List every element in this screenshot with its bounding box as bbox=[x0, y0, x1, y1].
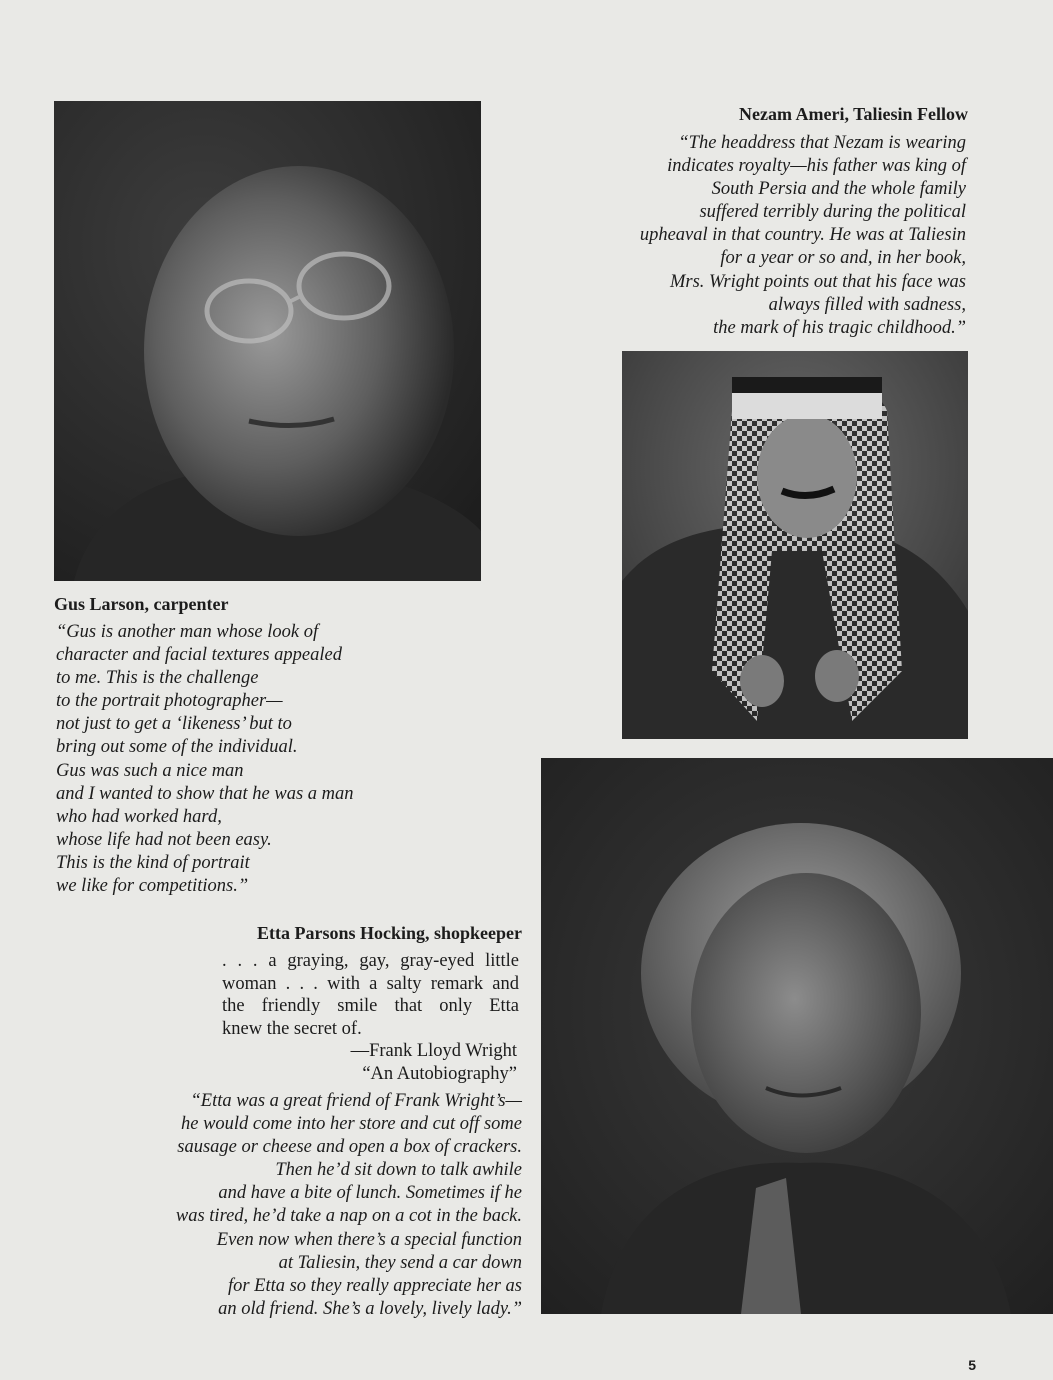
quote-line: who had worked hard, bbox=[56, 806, 222, 827]
excerpt-attribution: —Frank Lloyd Wright bbox=[350, 1041, 517, 1061]
quote-line: suffered terribly during the political bbox=[699, 202, 966, 223]
portrait-photo-gus-larson bbox=[54, 101, 481, 581]
quote-line: “The headdress that Nezam is wearing bbox=[678, 133, 966, 153]
excerpt-line: woman . . . with a salty remark and bbox=[222, 973, 519, 994]
quote-line: This is the kind of portrait bbox=[56, 852, 250, 873]
quote-line: we like for competitions.” bbox=[56, 876, 249, 897]
quote-line: to the portrait photographer— bbox=[56, 691, 283, 712]
quote-line: always filled with sadness, bbox=[768, 294, 966, 315]
quote-line: indicates royalty—his father was king of bbox=[667, 156, 966, 177]
page-number: 5 bbox=[968, 1357, 976, 1373]
quote-line: and I wanted to show that he was a man bbox=[56, 783, 354, 804]
quote-line: for Etta so they really appreciate her as bbox=[227, 1275, 522, 1296]
portrait-photo-nezam-ameri bbox=[622, 351, 968, 739]
quote-line: whose life had not been easy. bbox=[56, 829, 272, 850]
quote-line: Even now when there’s a special function bbox=[216, 1229, 522, 1250]
caption-gus-larson: Gus Larson, carpenter bbox=[54, 594, 229, 614]
quote-line: an old friend. She’s a lovely, lively lady.” bbox=[218, 1298, 522, 1319]
caption-etta-hocking: Etta Parsons Hocking, shopkeeper bbox=[256, 923, 522, 943]
quote-line: he would come into her store and cut off some bbox=[180, 1114, 522, 1135]
quote-line: not just to get a ‘likeness’ but to bbox=[56, 714, 292, 735]
caption-nezam-ameri: Nezam Ameri, Taliesin Fellow bbox=[739, 104, 968, 124]
quote-line: character and facial textures appealed bbox=[56, 645, 342, 666]
quote-line: and have a bite of lunch. Sometimes if he bbox=[218, 1183, 522, 1204]
quote-line: “Gus is another man whose look of bbox=[56, 622, 319, 642]
quote-line: “Etta was a great friend of Frank Wright’s— bbox=[190, 1091, 522, 1111]
excerpt-attribution: “An Autobiography” bbox=[362, 1063, 517, 1084]
excerpt-line: . . . a graying, gay, gray-eyed little bbox=[222, 951, 519, 971]
quote-line: to me. This is the challenge bbox=[56, 668, 259, 689]
excerpt-line: the friendly smile that only Etta bbox=[222, 996, 519, 1016]
quote-line: the mark of his tragic childhood.” bbox=[713, 317, 966, 338]
quote-line: Mrs. Wright points out that his face was bbox=[669, 271, 966, 292]
quote-line: South Persia and the whole family bbox=[711, 179, 966, 200]
quote-line: Gus was such a nice man bbox=[56, 760, 244, 781]
quote-line: bring out some of the individual. bbox=[56, 737, 298, 758]
quote-line: for a year or so and, in her book, bbox=[720, 248, 966, 269]
quote-line: was tired, he’d take a nap on a cot in the back. bbox=[175, 1206, 522, 1227]
quote-nezam-ameri bbox=[640, 132, 966, 340]
excerpt-line: knew the secret of. bbox=[222, 1018, 362, 1039]
quote-line: sausage or cheese and open a box of crackers. bbox=[177, 1137, 522, 1158]
autobiography-excerpt bbox=[222, 950, 519, 1085]
quote-line: at Taliesin, they send a car down bbox=[278, 1252, 522, 1273]
portrait-photo-etta-hocking bbox=[541, 758, 1053, 1314]
quote-etta-hocking bbox=[176, 1090, 522, 1321]
quote-line: upheaval in that country. He was at Taliesin bbox=[639, 225, 966, 246]
quote-line: Then he’d sit down to talk awhile bbox=[275, 1160, 522, 1181]
quote-gus-larson bbox=[56, 621, 354, 898]
